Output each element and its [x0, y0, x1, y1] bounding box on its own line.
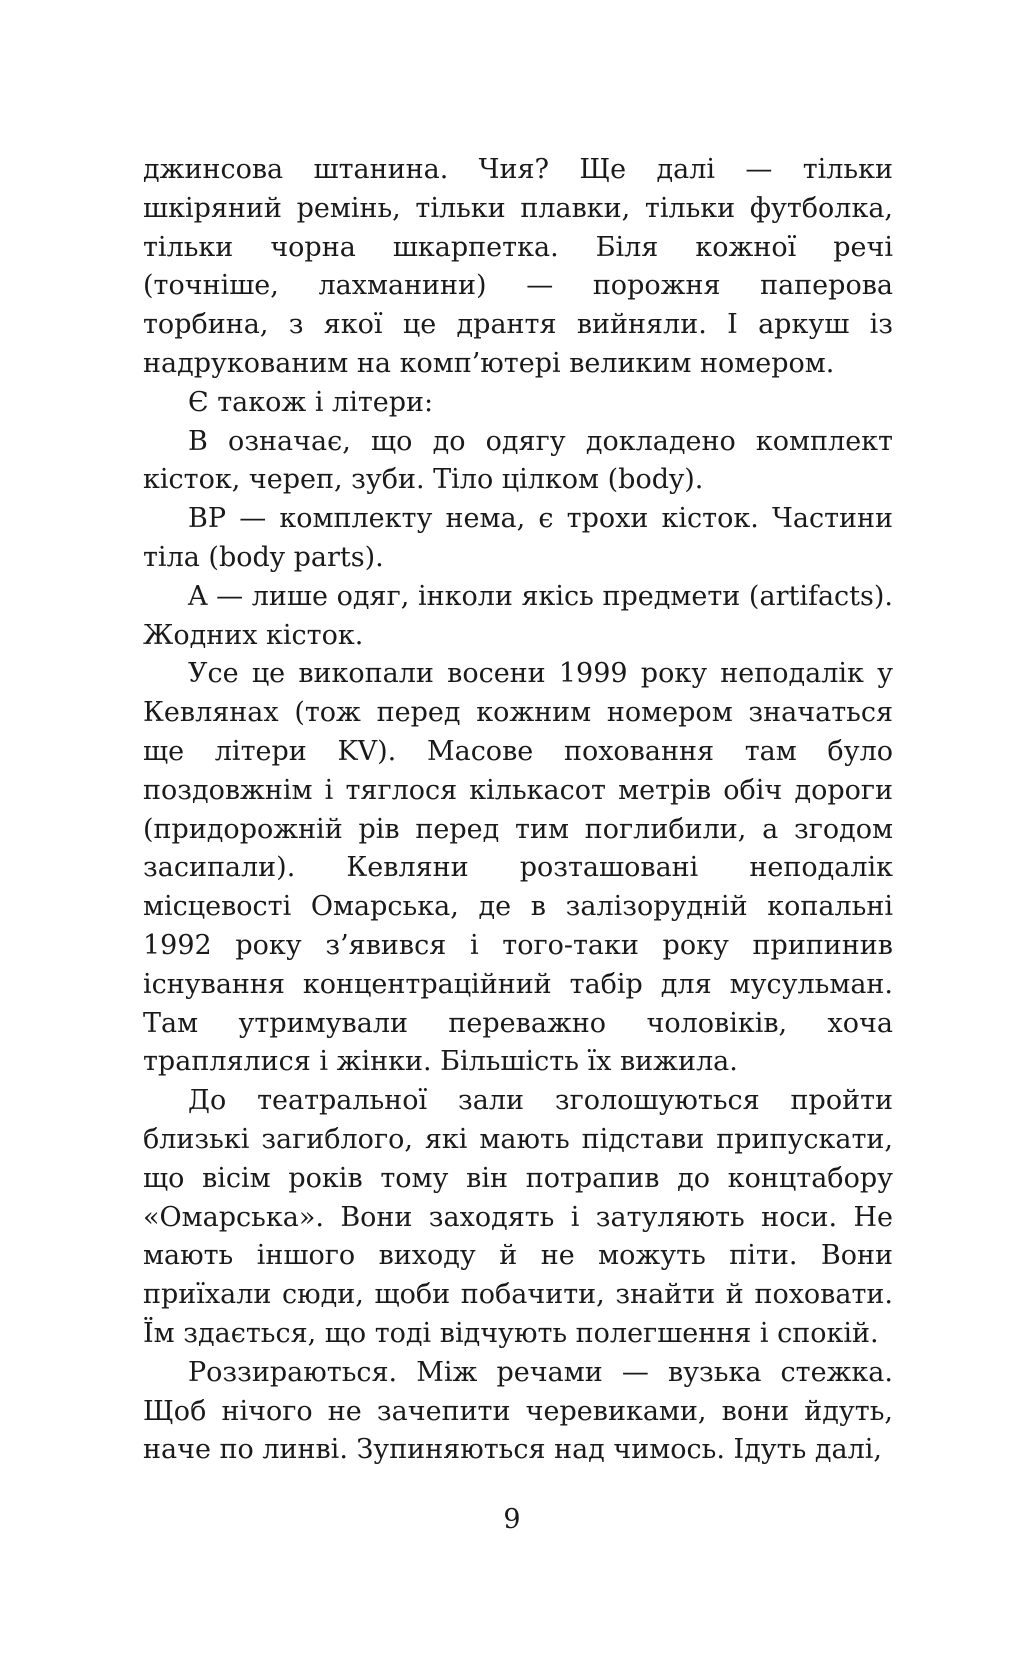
- paragraph-2: Є також і літери:: [188, 386, 434, 418]
- paragraph-5: A — лише одяг, інколи якісь предмети (artifacts). Жодних кісток.: [143, 580, 893, 651]
- paragraph-3: B означає, що до одягу докладено комплект кісток, череп, зуби. Тіло цілком (body).: [143, 425, 893, 496]
- paragraph-1: джинсова штанина. Чия? Ще далі — тільки шкіряний ремінь, тільки плавки, тільки футболка, тільки чорна шкарпетка. Біля кожної речі (точніше, лахманини) — порожня паперова торбина, з якої це дрантя вийняли. І аркуш із надрукованим на комп’ютері великим номером.: [143, 154, 893, 379]
- page-number: 9: [503, 1504, 521, 1535]
- paragraph-6: Усе це викопали восени 1999 року неподалік у Кевлянах (тож перед кожним номером значаться ще літери KV). Масове поховання там було поздовжнім і тяглося кількасот метрів обіч дороги (придорожній рів перед тим поглибили, а згодом засипали). Кевляни розташовані неподалік місцевості Омарська, де в залізорудній копальні 1992 року з’явився і того-таки року припинив існування концентраційний табір для мусульман. Там утримували переважно чоловіків, хоча траплялися і жінки. Більшість їх вижила.: [143, 658, 893, 1078]
- paragraph-4: BP — комплекту нема, є трохи кісток. Частини тіла (body parts).: [143, 503, 893, 573]
- body-text: [143, 151, 893, 1470]
- paragraph-8: Роззираються. Між речами — вузька стежка. Щоб нічого не зачепити черевиками, вони йдуть, наче по линві. Зупиняються над чимось. Ідуть далі,: [143, 1356, 893, 1466]
- paragraph-7: До театральної зали зголошуються пройти близькі загиблого, які мають підстави припускати, що вісім років тому він потрапив до концтабору «Омарська». Вони заходять і затуляють носи. Не мають іншого виходу й не можуть піти. Вони приїхали сюди, щоби побачити, знайти й поховати. Їм здається, що тоді відчують полегшення і спокій.: [143, 1085, 893, 1349]
